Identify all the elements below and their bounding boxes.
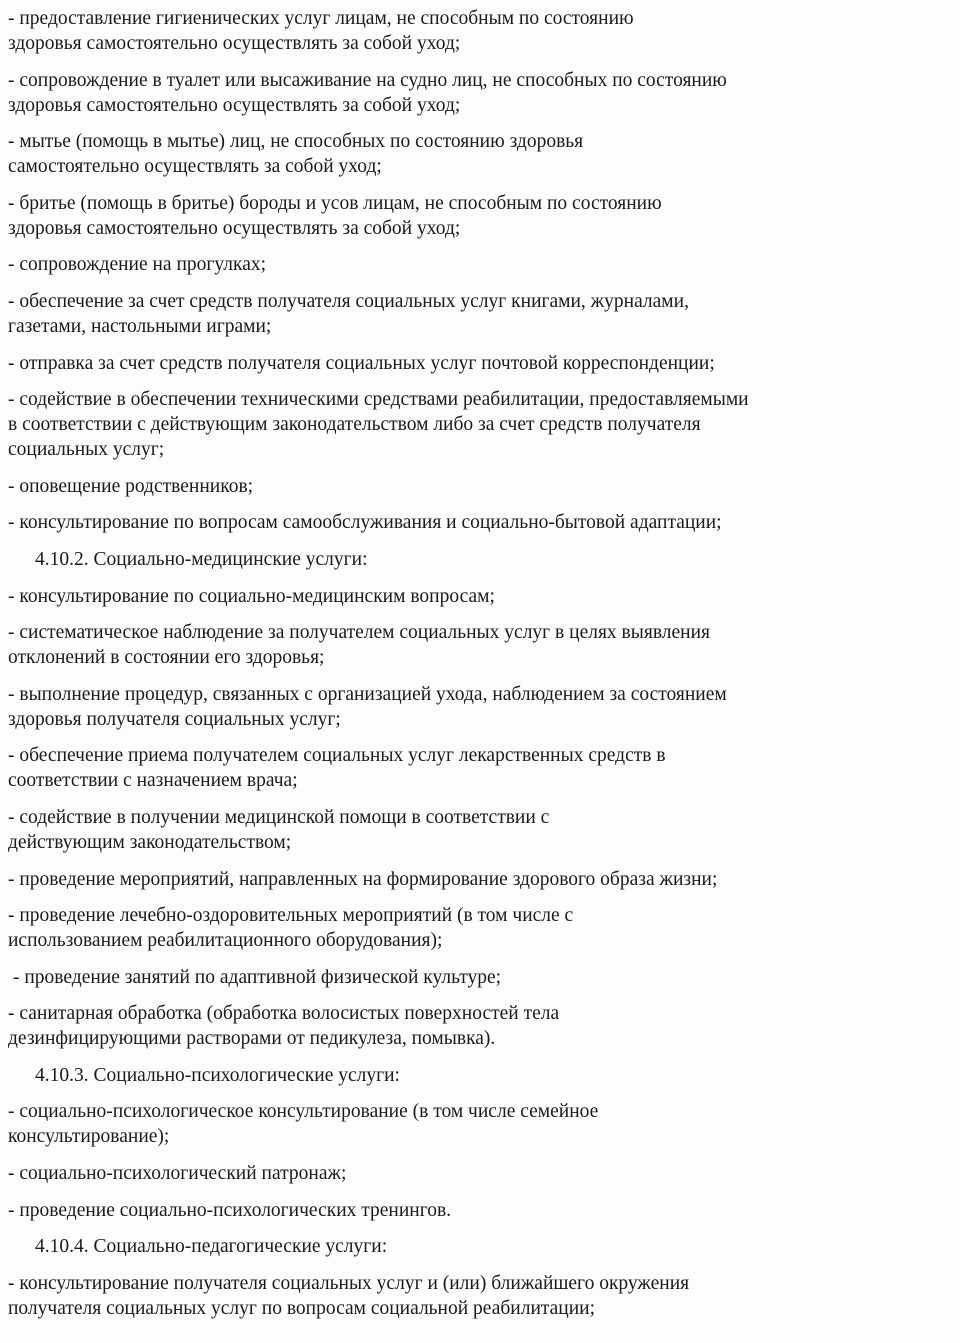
list-item-line: действующим законодательством; (8, 831, 292, 853)
list-item-line: - содействие в обеспечении техническими средствами реабилитации, предоставляемыми (8, 389, 749, 411)
list-item-line: - консультирование по социально-медицинским вопросам; (8, 585, 495, 607)
list-item (8, 289, 900, 339)
list-item (8, 620, 900, 670)
list-item-line: - проведение лечебно-оздоровительных мероприятий (в том числе с (8, 905, 574, 927)
section-heading (8, 1234, 900, 1259)
list-item-line: дезинфицирующими растворами от педикулеза, помывка). (8, 1028, 496, 1050)
list-item (8, 6, 900, 56)
list-item-line: здоровья самостоятельно осуществлять за собой уход; (8, 33, 461, 54)
list-item-line: - консультирование по вопросам самообслуживания и социально-бытовой адаптации; (8, 512, 722, 534)
list-item (8, 191, 900, 241)
list-item-line: - выполнение процедур, связанных с организацией ухода, наблюдением за состоянием (8, 683, 727, 705)
list-item-line: - санитарная обработка (обработка волосистых поверхностей тела (8, 1003, 560, 1025)
list-item-line: здоровья самостоятельно осуществлять за собой уход; (8, 94, 461, 116)
list-item-line: - проведение мероприятий, направленных на формирование здорового образа жизни; (8, 868, 718, 890)
list-item-line: - мытье (помощь в мытье) лиц, не способных по состоянию здоровья (8, 131, 584, 153)
list-item-line: отклонений в состоянии его здоровья; (8, 647, 325, 669)
list-item-line: социальных услуг; (8, 439, 165, 461)
list-item (8, 252, 900, 277)
list-item-line: здоровья получателя социальных услуг; (8, 708, 341, 730)
list-item (8, 1271, 900, 1321)
list-item-line: - социально-психологическое консультирование (в том числе семейное (8, 1101, 599, 1123)
list-item-line: в соответствии с действующим законодательством либо за счет средств получателя (8, 414, 701, 436)
list-item (8, 1161, 900, 1186)
list-item (8, 965, 900, 990)
list-item (8, 743, 900, 793)
list-item-line: использованием реабилитационного оборудования); (8, 930, 443, 952)
section-heading-text: 4.10.3. Социально-психологические услуги: (35, 1064, 400, 1086)
list-item (8, 68, 900, 118)
list-item (8, 129, 900, 179)
list-item (8, 1198, 900, 1223)
list-item (8, 474, 900, 499)
list-item (8, 387, 900, 462)
list-item-line: здоровья самостоятельно осуществлять за собой уход; (8, 217, 461, 239)
list-item (8, 805, 900, 855)
list-item-line: - обеспечение за счет средств получателя социальных услуг книгами, журналами, (8, 290, 689, 312)
list-item-line: самостоятельно осуществлять за собой уход; (8, 156, 382, 178)
list-item-line: - социально-психологический патронаж; (8, 1163, 347, 1185)
list-item-line: - обеспечение приема получателем социальных услуг лекарственных средств в (8, 745, 666, 767)
section-heading-text: 4.10.4. Социально-педагогические услуги: (35, 1236, 388, 1258)
list-item-line: - проведение занятий по адаптивной физической культуре; (13, 966, 502, 988)
list-item-line: - содействие в получении медицинской помощи в соответствии с (8, 806, 550, 828)
list-item-line: газетами, настольными играми; (8, 315, 272, 337)
list-item-line: - сопровождение на прогулках; (8, 254, 267, 276)
list-item (8, 682, 900, 732)
list-item-line: получателя социальных услуг по вопросам социальной реабилитации; (8, 1297, 596, 1319)
list-item-line: - предоставление гигиенических услуг лицам, не способным по состоянию (8, 8, 634, 29)
list-item-line: - проведение социально-психологических тренингов. (8, 1199, 452, 1221)
list-item-line: консультирование); (8, 1126, 170, 1148)
list-item-line: - сопровождение в туалет или высаживание на судно лиц, не способных по состоянию (8, 69, 727, 91)
section-heading (8, 547, 900, 572)
list-item-line: - бритье (помощь в бритье) бороды и усов лицам, не способным по состоянию (8, 192, 662, 214)
list-item (8, 584, 900, 609)
list-item (8, 903, 900, 953)
section-heading-text: 4.10.2. Социально-медицинские услуги: (35, 548, 368, 570)
section-heading (8, 1063, 900, 1088)
list-item-line: соответствии с назначением врача; (8, 770, 298, 792)
list-item-line: - оповещение родственников; (8, 475, 254, 497)
list-item (8, 1099, 900, 1149)
list-item (8, 351, 900, 376)
list-item-line: - консультирование получателя социальных услуг и (или) ближайшего окружения (8, 1272, 690, 1294)
list-item (8, 867, 900, 892)
list-item (8, 510, 900, 535)
list-item (8, 1001, 900, 1051)
list-item-line: - систематическое наблюдение за получателем социальных услуг в целях выявления (8, 622, 710, 644)
list-item-line: - отправка за счет средств получателя социальных услуг почтовой корреспонденции; (8, 352, 715, 374)
